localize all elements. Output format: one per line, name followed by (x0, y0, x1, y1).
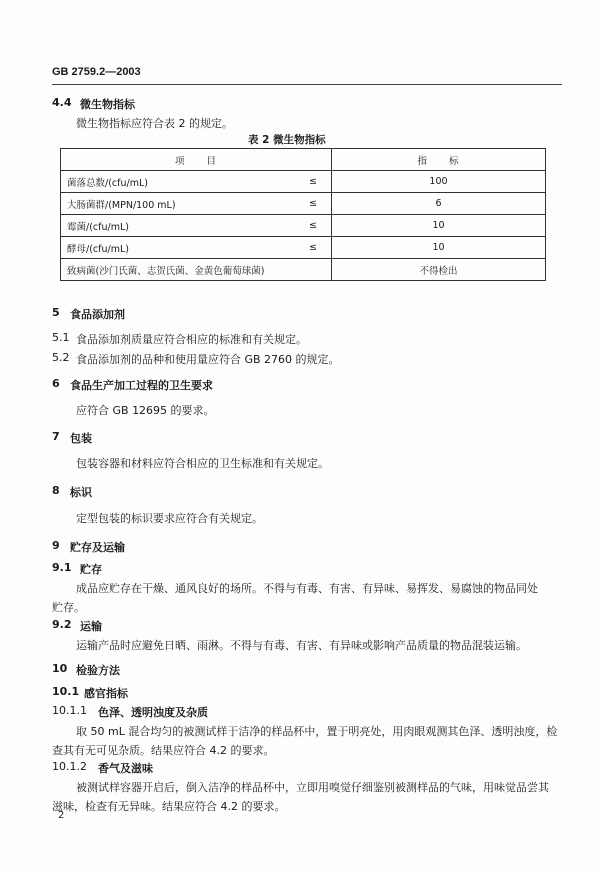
table-row (61, 193, 546, 215)
section-7-number: 7 (52, 430, 60, 443)
section-4-4-title: 微生物指标 (80, 98, 135, 111)
section-4-4-number: 4.4 (52, 96, 72, 109)
section-8-number: 8 (52, 484, 60, 497)
section-9-1-text-line2: 贮存。 (52, 601, 85, 614)
table-cell-value: 10 (332, 237, 546, 259)
section-7-title: 包装 (70, 432, 92, 445)
table-cell-operator: ≤ (295, 171, 332, 193)
section-10-1-2-number: 10.1.2 (52, 760, 87, 773)
section-6-text: 应符合 GB 12695 的要求。 (76, 404, 215, 417)
table-cell-operator: ≤ (295, 215, 332, 237)
table-cell-item: 致病菌(沙门氏菌、志贺氏菌、金黄色葡萄球菌) (61, 259, 332, 281)
section-9-2-title: 运输 (80, 620, 102, 633)
section-8-text: 定型包装的标识要求应符合有关规定。 (76, 512, 263, 525)
section-6-number: 6 (52, 377, 60, 390)
section-6-title: 食品生产加工过程的卫生要求 (70, 379, 213, 392)
section-10-1-1-text-line2: 查其有无可见杂质。结果应符合 4.2 的要求。 (52, 744, 275, 757)
header-rule (52, 84, 562, 85)
section-5-1-number: 5.1 (52, 331, 70, 344)
section-9-2-text: 运输产品时应避免日晒、雨淋。不得与有毒、有害、有异味或影响产品质量的物品混装运输。 (76, 639, 527, 652)
table-cell-operator: ≤ (295, 237, 332, 259)
section-10-1-1-number: 10.1.1 (52, 704, 87, 717)
section-8-title: 标识 (70, 486, 92, 499)
section-9-2-number: 9.2 (52, 618, 72, 631)
section-7-text: 包装容器和材料应符合相应的卫生标准和有关规定。 (76, 457, 329, 470)
page-number: 2 (58, 810, 65, 821)
standard-number: GB 2759.2—2003 (52, 66, 141, 78)
table-2-caption: 表 2 微生物指标 (248, 134, 326, 146)
section-10-1-number: 10.1 (52, 685, 80, 698)
table-cell-operator: ≤ (295, 193, 332, 215)
section-10-1-2-title: 香气及滋味 (98, 762, 153, 775)
section-10-1-2-text-line1: 被测试样容器开启后，倒入洁净的样品杯中，立即用嗅觉仔细鉴别被测样品的气味，用味觉品尝其 (76, 781, 549, 794)
table-cell-value: 6 (332, 193, 546, 215)
section-10-1-1-title: 色泽、透明浊度及杂质 (98, 706, 208, 719)
section-10-1-2-text-line2: 滋味，检查有无异味。结果应符合 4.2 的要求。 (52, 800, 286, 813)
section-4-4-text: 微生物指标应符合表 2 的规定。 (76, 117, 233, 130)
table-row (61, 259, 546, 281)
section-10-1-title: 感官指标 (84, 687, 128, 700)
table-cell-item: 大肠菌群/(MPN/100 mL) (61, 193, 296, 215)
table-row (61, 171, 546, 193)
section-10-number: 10 (52, 662, 68, 675)
section-9-number: 9 (52, 539, 60, 552)
section-10-1-1-text-line1: 取 50 mL 混合均匀的被测试样于洁净的样品杯中，置于明亮处，用肉眼观测其色泽、透明浊度，检 (76, 725, 558, 738)
section-5-2-number: 5.2 (52, 351, 70, 364)
table-header-item: 项 目 (61, 149, 332, 171)
table-cell-value: 不得检出 (332, 259, 546, 281)
microbial-indicators-table (60, 148, 546, 281)
table-cell-value: 10 (332, 215, 546, 237)
table-cell-item: 霉菌/(cfu/mL) (61, 215, 296, 237)
section-9-1-title: 贮存 (80, 563, 102, 576)
table-header-indicator: 指 标 (332, 149, 546, 171)
section-5-2-text: 食品添加剂的品种和使用量应符合 GB 2760 的规定。 (76, 353, 340, 366)
section-9-1-text-line1: 成品应贮存在干燥、通风良好的场所。不得与有毒、有害、有异味、易挥发、易腐蚀的物品同处 (76, 582, 538, 595)
section-5-title: 食品添加剂 (70, 308, 125, 321)
table-cell-item: 菌落总数/(cfu/mL) (61, 171, 296, 193)
table-cell-value: 100 (332, 171, 546, 193)
table-row (61, 215, 546, 237)
table-cell-item: 酵母/(cfu/mL) (61, 237, 296, 259)
section-5-1-text: 食品添加剂质量应符合相应的标准和有关规定。 (76, 333, 307, 346)
table-row (61, 237, 546, 259)
section-10-title: 检验方法 (76, 664, 120, 677)
section-9-1-number: 9.1 (52, 561, 72, 574)
table-header-row (61, 149, 546, 171)
section-9-title: 贮存及运输 (70, 541, 125, 554)
section-5-number: 5 (52, 306, 60, 319)
